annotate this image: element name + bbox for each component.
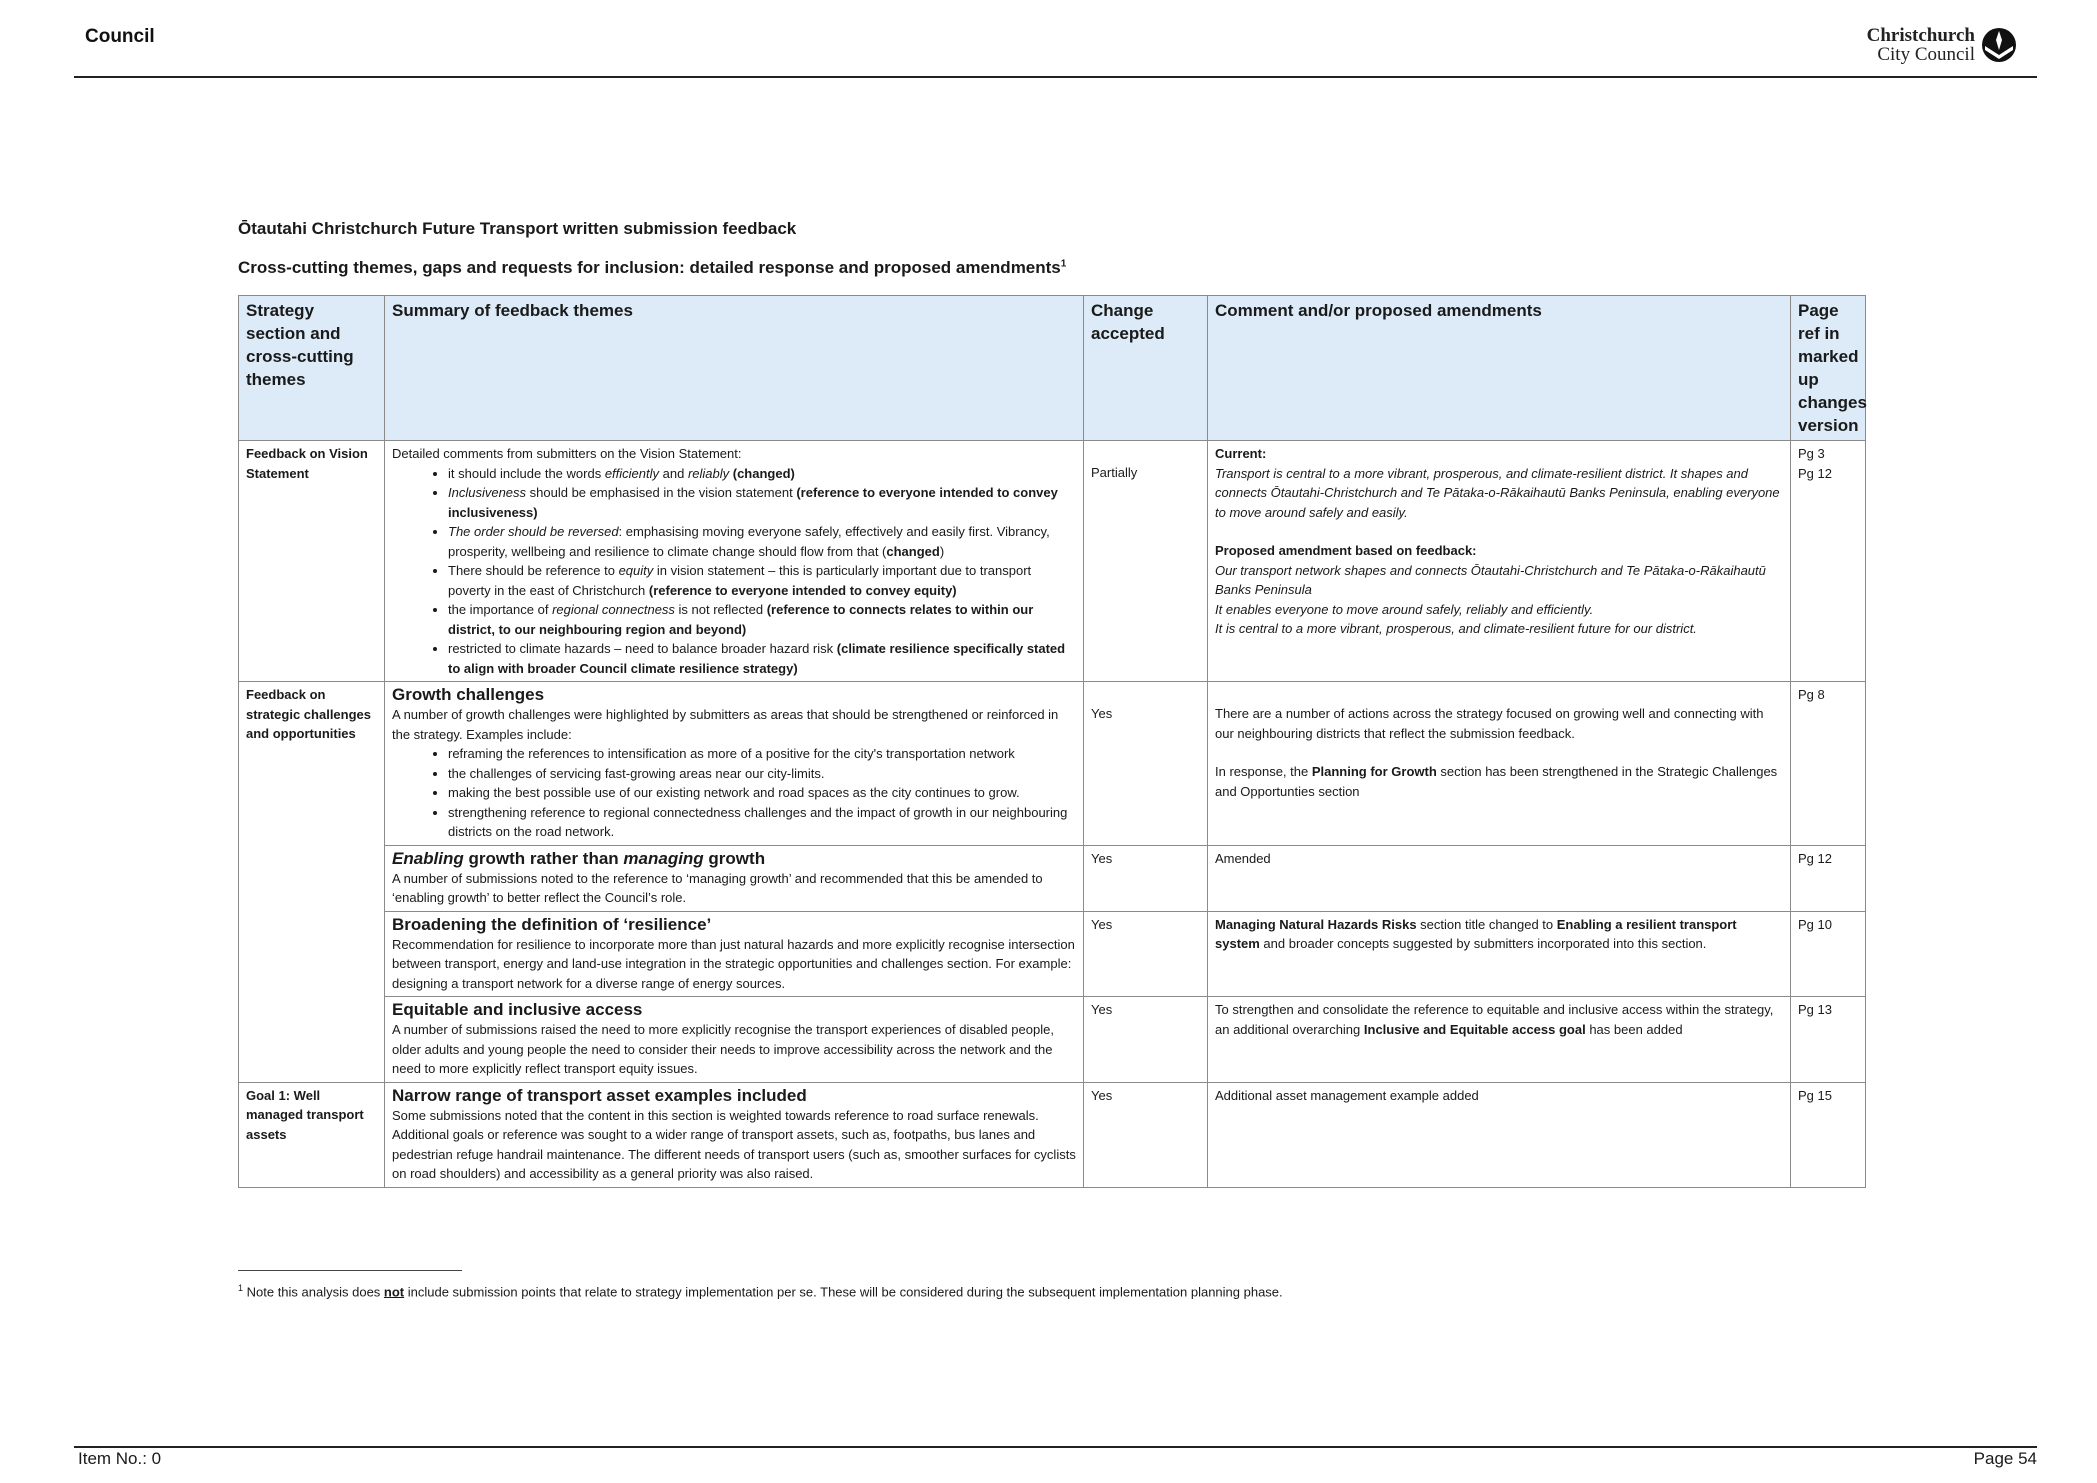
table-row <box>239 1082 1866 1187</box>
summary-cell <box>385 682 1084 846</box>
vision-feedback-list <box>392 464 1076 679</box>
comment-cell: Amended <box>1208 845 1791 911</box>
accepted-cell: Yes <box>1084 997 1208 1083</box>
list-item: • The order should be reversed: emphasising moving everyone safely, effectively and easily first. Vibrancy, prosperity, wellbeing and resilience to climate change should flow from that (changed) <box>448 522 1076 561</box>
summary-cell <box>385 1082 1084 1187</box>
summary-cell <box>385 911 1084 997</box>
document-title: Ōtautahi Christchurch Future Transport written submission feedback <box>238 219 797 238</box>
section-cell: Goal 1: Well managed transport assets <box>239 1082 385 1187</box>
summary-cell <box>385 997 1084 1083</box>
accepted-cell: Yes <box>1084 1082 1208 1187</box>
theme-text: Recommendation for resilience to incorporate more than just natural hazards and more explicitly recognise intersection between transport, energy and land-use integration in the strategic opportunities and challenges section. For example: designing a transport network for a diverse range of energy sources. <box>392 936 1075 991</box>
current-vision-text: Transport is central to a more vibrant, prosperous, and climate-resilient district. It shapes and connects Ōtautahi-Christchurch and Te Pātaka-o-Rākaihautū Banks Peninsula, enabling everyone to move around safely and easily. <box>1215 465 1780 520</box>
theme-text: A number of growth challenges were highlighted by submitters as areas that should be strengthened or reinforced in the strategy. Examples include: <box>392 707 1059 742</box>
list-item: • reframing the references to intensification as more of a positive for the city's transportation network <box>448 744 1076 764</box>
proposed-line: It enables everyone to move around safely, reliably and efficiently. <box>1215 601 1594 617</box>
proposed-line: Our transport network shapes and connects Ōtautahi-Christchurch and Te Pātaka-o-Rākaihautū Banks Peninsula <box>1215 562 1766 597</box>
comment-cell: Managing Natural Hazards Risks section title changed to Enabling a resilient transport system and broader concepts suggested by submitters incorporated into this section. <box>1208 911 1791 997</box>
current-label: Current: <box>1215 446 1267 461</box>
theme-text: A number of submissions raised the need to more explicitly recognise the transport experiences of disabled people, older adults and young people the need to consider their needs to improve accessibility across the network and the need to more explicitly reflect transport equity issues. <box>392 1022 1054 1076</box>
section-cell: Feedback on strategic challenges and opportunities <box>239 682 385 1083</box>
table-caption <box>238 258 1066 278</box>
column-header: Comment and/or proposed amendments <box>1208 296 1791 441</box>
proposed-line: It is central to a more vibrant, prosperous, and climate-resilient future for our district. <box>1215 621 1697 636</box>
page-ref-cell: Pg 13 <box>1791 997 1866 1083</box>
cathedral-emblem-icon <box>1981 26 2017 64</box>
header-council-label: Council <box>85 26 155 47</box>
feedback-table <box>238 295 1866 1188</box>
column-header: Summary of feedback themes <box>385 296 1084 441</box>
column-header: Page ref in marked up changes version <box>1791 296 1866 441</box>
logo-line-2: City Council <box>1877 44 1975 65</box>
list-item: • strengthening reference to regional connectedness challenges and the impact of growth in our neighbouring districts on the road network. <box>448 803 1076 842</box>
table-row <box>239 441 1866 682</box>
summary-cell <box>385 441 1084 682</box>
table-row <box>239 997 1866 1083</box>
table-row <box>239 911 1866 997</box>
comment-cell: To strengthen and consolidate the reference to equitable and inclusive access within the strategy, an additional overarching Inclusive and Equitable access goal has been added <box>1208 997 1791 1083</box>
list-item: • There should be reference to equity in vision statement – this is particularly important due to transport poverty in the east of Christchurch (reference to everyone intended to convey equity) <box>448 561 1076 600</box>
accepted-cell: Partially <box>1084 441 1208 682</box>
column-header: Change accepted <box>1084 296 1208 441</box>
page-ref-cell: Pg 12 <box>1791 845 1866 911</box>
theme-title: Enabling growth rather than managing growth <box>392 848 766 868</box>
page-ref-cell: Pg 8 <box>1791 682 1866 846</box>
logo-line-1: Christchurch <box>1866 25 1975 46</box>
page-ref-cell: Pg 10 <box>1791 911 1866 997</box>
header-divider <box>74 76 2037 78</box>
table-row <box>239 845 1866 911</box>
footer-page-number: Page 54 <box>1973 1449 2037 1468</box>
footnote-separator <box>238 1270 462 1271</box>
list-item: • making the best possible use of our existing network and road spaces as the city continues to grow. <box>448 783 1076 803</box>
proposed-label: Proposed amendment based on feedback: <box>1215 543 1477 558</box>
theme-title: Equitable and inclusive access <box>392 1000 643 1019</box>
comment-cell <box>1208 441 1791 682</box>
theme-text: Some submissions noted that the content in this section is weighted towards reference to road surface renewals. Additional goals or reference was sought to a wider range of transport assets, such as, footpaths, bus lanes and pedestrian refuge handrail maintenance. The different needs of transport users (such as, smoother surfaces for cyclists on road shoulders) and accessibility as a general priority was also raised. <box>392 1107 1076 1181</box>
page-ref-cell: Pg 15 <box>1791 1082 1866 1187</box>
council-logo <box>1867 26 2017 64</box>
page-ref-cell: Pg 3 Pg 12 <box>1791 441 1866 682</box>
list-item: • Inclusiveness should be emphasised in the vision statement (reference to everyone intended to convey inclusiveness) <box>448 483 1076 522</box>
summary-cell <box>385 845 1084 911</box>
theme-title: Growth challenges <box>392 685 545 704</box>
list-item: • the importance of regional connectness is not reflected (reference to connects relates to within our district, to our neighbouring region and beyond) <box>448 600 1076 639</box>
accepted-cell: Yes <box>1084 845 1208 911</box>
table-row <box>239 682 1866 846</box>
footnote-reference: 1 <box>1060 258 1067 270</box>
accepted-cell: Yes <box>1084 911 1208 997</box>
growth-examples-list <box>392 744 1076 842</box>
comment-cell <box>1208 682 1791 846</box>
theme-title: Broadening the definition of ‘resilience’ <box>392 914 712 934</box>
list-item: • the challenges of servicing fast-growing areas near our city-limits. <box>448 764 1076 784</box>
accepted-cell: Yes <box>1084 682 1208 846</box>
footer-item-number: Item No.: 0 <box>78 1449 162 1468</box>
list-item: • restricted to climate hazards – need to balance broader hazard risk (climate resilience specifically stated to align with broader Council climate resilience strategy) <box>448 639 1076 678</box>
theme-text: A number of submissions noted to the reference to ‘managing growth’ and recommended that this be amended to ‘enabling growth’ to better reflect the Council’s role. <box>392 870 1043 905</box>
comment-text: There are a number of actions across the strategy focused on growing well and connecting with our neighbouring districts that reflect the submission feedback. <box>1215 706 1764 741</box>
theme-title: Narrow range of transport asset examples included <box>392 1085 807 1105</box>
column-header: Strategy section and cross-cutting themes <box>239 296 385 441</box>
table-header-row <box>239 296 1866 441</box>
section-cell: Feedback on Vision Statement <box>239 441 385 682</box>
vision-intro: Detailed comments from submitters on the Vision Statement: <box>392 446 742 461</box>
list-item: • it should include the words efficiently and reliably (changed) <box>448 464 1076 484</box>
table-caption-text: Cross-cutting themes, gaps and requests for inclusion: detailed response and proposed amendments <box>238 258 1061 277</box>
footer-divider <box>74 1446 2037 1448</box>
footnote: $^1$ Note this analysis does not include submission points that relate to strategy implementation per se. These will be considered during the subsequent implementation planning phase. <box>238 1283 1283 1300</box>
comment-cell: Additional asset management example added <box>1208 1082 1791 1187</box>
comment-text: In response, the Planning for Growth section has been strengthened in the Strategic Challenges and Opportunties section <box>1215 764 1778 799</box>
